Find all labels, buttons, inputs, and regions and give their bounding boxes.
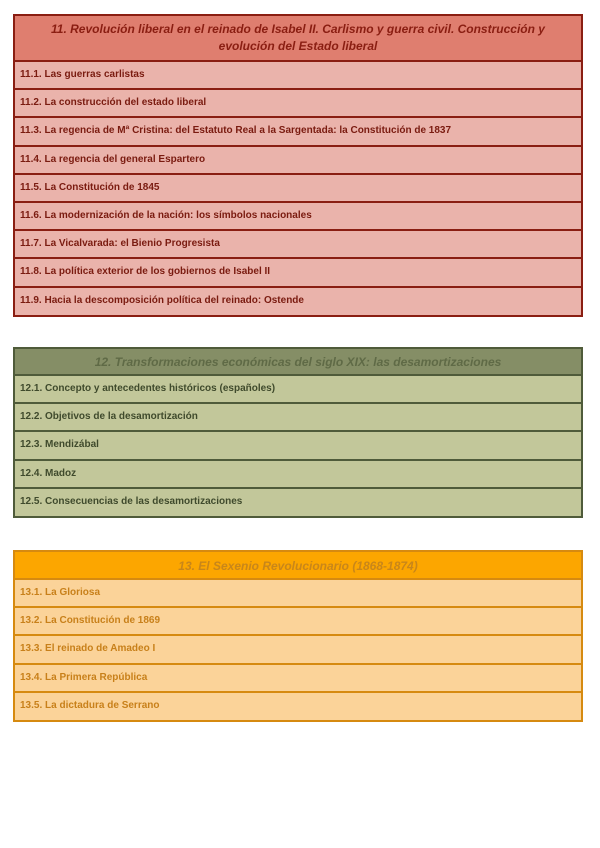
link-11-9[interactable]: 11.9. Hacia la descomposición política del reinado: Ostende — [20, 294, 304, 306]
link-11-8[interactable]: 11.8. La política exterior de los gobiernos de Isabel II — [15, 259, 581, 287]
section-11-box — [13, 14, 583, 317]
link-13-5[interactable]: 13.5. La dictadura de Serrano — [20, 699, 160, 711]
link-11-4[interactable]: 11.4. La regencia del general Espartero — [15, 147, 581, 175]
section-11-title: 11. Revolución liberal en el reinado de Isabel II. Carlismo y guerra civil. Construcción y evolución del Estado liberal — [15, 16, 581, 62]
link-11-6[interactable]: 11.6. La modernización de la nación: los símbolos nacionales — [15, 203, 581, 231]
link-13-4[interactable]: 13.4. La Primera República — [15, 665, 581, 693]
link-12-1[interactable]: 12.1. Concepto y antecedentes históricos (españoles) — [15, 376, 581, 404]
section-12-title: 12. Transformaciones económicas del siglo XIX: las desamortizaciones — [15, 349, 581, 376]
link-11-1[interactable]: 11.1. Las guerras carlistas — [15, 62, 581, 90]
section-13-box — [13, 550, 583, 722]
link-12-2[interactable]: 12.2. Objetivos de la desamortización — [15, 404, 581, 432]
link-11-5[interactable]: 11.5. La Constitución de 1845 — [15, 175, 581, 203]
section-13-title: 13. El Sexenio Revolucionario (1868-1874) — [15, 552, 581, 580]
link-11-3[interactable]: 11.3. La regencia de Mª Cristina: del Estatuto Real a la Sargentada: la Constitución de 1837 — [15, 118, 581, 146]
link-12-3[interactable]: 12.3. Mendizábal — [15, 432, 581, 460]
link-13-3[interactable]: 13.3. El reinado de Amadeo I — [15, 636, 581, 664]
section-12-box — [13, 347, 583, 518]
link-13-1[interactable]: 13.1. La Gloriosa — [15, 580, 581, 608]
link-13-2[interactable]: 13.2. La Constitución de 1869 — [15, 608, 581, 636]
link-11-2[interactable]: 11.2. La construcción del estado liberal — [15, 90, 581, 118]
link-11-7[interactable]: 11.7. La Vicalvarada: el Bienio Progresista — [15, 231, 581, 259]
link-12-4[interactable]: 12.4. Madoz — [15, 461, 581, 489]
link-12-5[interactable]: 12.5. Consecuencias de las desamortizaciones — [20, 495, 243, 507]
